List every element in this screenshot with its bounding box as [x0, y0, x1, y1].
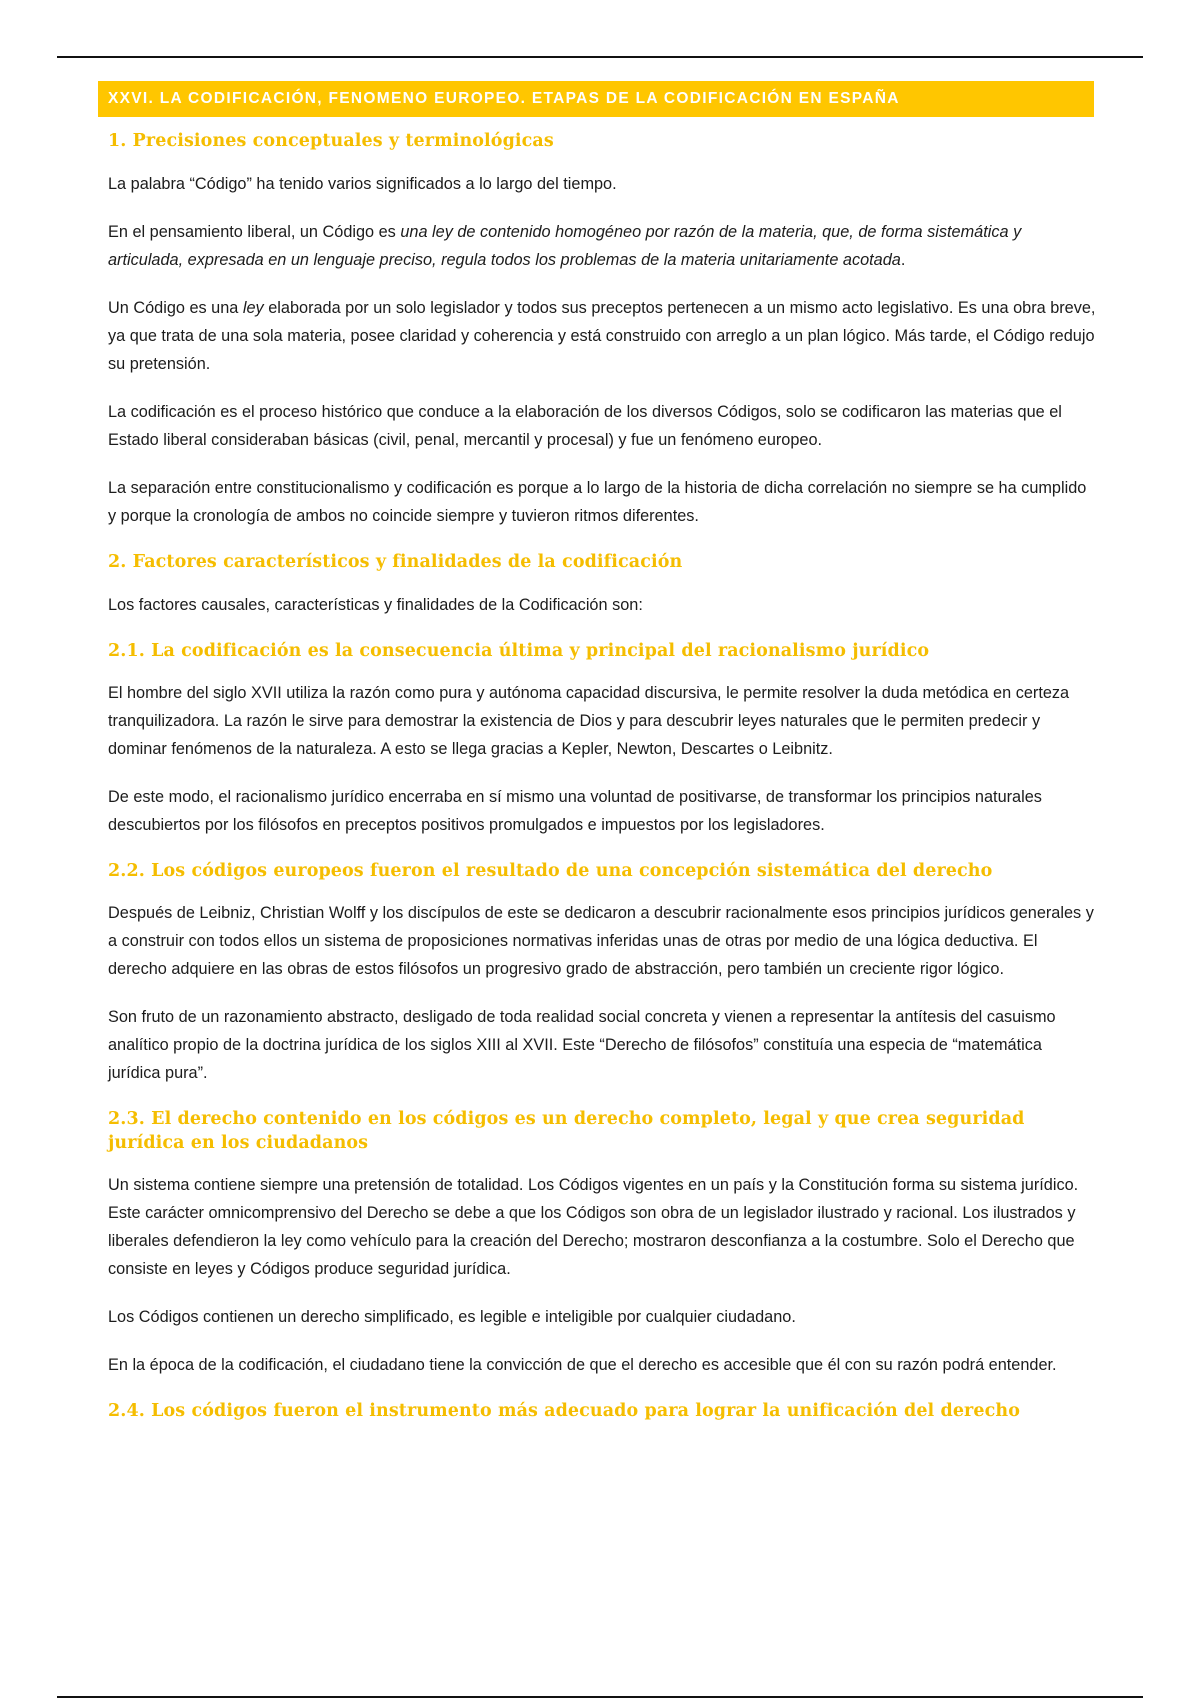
paragraph-9: Después de Leibniz, Christian Wolff y los discípulos de este se dedicaron a descubrir racionalmente esos principios jurídicos generales y a construir con todos ellos un sistema de proposiciones normativas inferidas unas de otras por medio de una lógica deductiva. El derecho adquiere en las obras de estos filósofos un progresivo grado de abstracción, pero también un creciente rigor lógico.	[108, 904, 1094, 978]
paragraph-12: Los Códigos contienen un derecho simplificado, es legible e inteligible por cualquier ciudadano.	[108, 1308, 796, 1326]
paragraph-8: De este modo, el racionalismo jurídico encerraba en sí mismo una voluntad de positivarse, de transformar los principios naturales descubiertos por los filósofos en preceptos positivos promulgados e impuestos por los legisladores.	[108, 788, 1042, 834]
paragraph-2-italic: una ley de contenido homogéneo por razón de la materia, que, de forma sistemática y articulada, expresada en un lenguaje preciso, regula todos los problemas de la materia unitariamente acotada	[108, 223, 1022, 269]
paragraph-2-lead: En el pensamiento liberal, un Código es	[108, 223, 401, 241]
paragraph-10: Son fruto de un razonamiento abstracto, desligado de toda realidad social concreta y vienen a representar la antítesis del casuismo analítico propio de la doctrina jurídica de los siglos XIII al XVII. Este “Derecho de filósofos” constituía una especia de “matemática jurídica pura”.	[108, 1008, 1056, 1082]
paragraph-3-lead: Un Código es una	[108, 299, 243, 317]
paragraph-7: El hombre del siglo XVII utiliza la razón como pura y autónoma capacidad discursiva, le permite resolver la duda metódica en certeza tranquilizadora. La razón le sirve para demostrar la existencia de Dios y para descubrir leyes naturales que le permiten predecir y dominar fenómenos de la naturaleza. A esto se llega gracias a Kepler, Newton, Descartes o Leibnitz.	[108, 684, 1070, 758]
subsection-heading-2-2: 2.2. Los códigos europeos fueron el resultado de una concepción sistemática del derecho	[108, 861, 993, 881]
paragraph-2-tail: .	[900, 251, 906, 269]
chapter-banner: XXVI. LA CODIFICACIÓN, FENOMENO EUROPEO. ETAPAS DE LA CODIFICACIÓN EN ESPAÑA	[98, 81, 1094, 117]
paragraph-2	[108, 218, 1098, 274]
paragraph-1: La palabra “Código” ha tenido varios significados a lo largo del tiempo.	[108, 175, 617, 193]
paragraph-4: La codificación es el proceso histórico que conduce a la elaboración de los diversos Códigos, solo se codificaron las materias que el Estado liberal consideraban básicas (civil, penal, mercantil y procesal) y fue un fenómeno europeo.	[108, 403, 1062, 449]
paragraph-6: Los factores causales, características y finalidades de la Codificación son:	[108, 596, 643, 614]
top-rule	[57, 56, 1143, 58]
paragraph-3-tail: elaborada por un solo legislador y todos sus preceptos pertenecen a un mismo acto legislativo. Es una obra breve, ya que trata de una sola materia, posee claridad y coherencia y está construido con arreglo a un plan lógico. Más tarde, el Código redujo su pretensión.	[108, 299, 1096, 373]
paragraph-3	[108, 294, 1098, 378]
paragraph-11: Un sistema contiene siempre una pretensión de totalidad. Los Códigos vigentes en un país y la Constitución forma su sistema jurídico. Este carácter omnicomprensivo del Derecho se debe a que los Códigos son obra de un legislador ilustrado y racional. Los ilustrados y liberales defendieron la ley como vehículo para la creación del Derecho; mostraron desconfianza a la costumbre. Solo el Derecho que consiste en leyes y Códigos produce seguridad jurídica.	[108, 1176, 1079, 1278]
section-heading-1: 1. Precisiones conceptuales y terminológicas	[108, 131, 554, 151]
section-heading-2: 2. Factores característicos y finalidades de la codificación	[108, 552, 683, 572]
paragraph-13: En la época de la codificación, el ciudadano tiene la convicción de que el derecho es accesible que él con su razón podrá entender.	[108, 1356, 1057, 1374]
subsection-heading-2-3: 2.3. El derecho contenido en los códigos es un derecho completo, legal y que crea seguridad jurídica en los ciudadanos	[108, 1109, 1025, 1153]
paragraph-5: La separación entre constitucionalismo y codificación es porque a lo largo de la historia de dicha correlación no siempre se ha cumplido y porque la cronología de ambos no coincide siempre y tuvieron ritmos diferentes.	[108, 479, 1087, 525]
subsection-heading-2-4: 2.4. Los códigos fueron el instrumento más adecuado para lograr la unificación del derecho	[108, 1401, 1020, 1421]
subsection-heading-2-1: 2.1. La codificación es la consecuencia última y principal del racionalismo jurídico	[108, 641, 930, 661]
document-body	[108, 81, 1098, 1423]
bottom-rule	[57, 1696, 1143, 1698]
paragraph-3-italic: ley	[242, 299, 264, 317]
